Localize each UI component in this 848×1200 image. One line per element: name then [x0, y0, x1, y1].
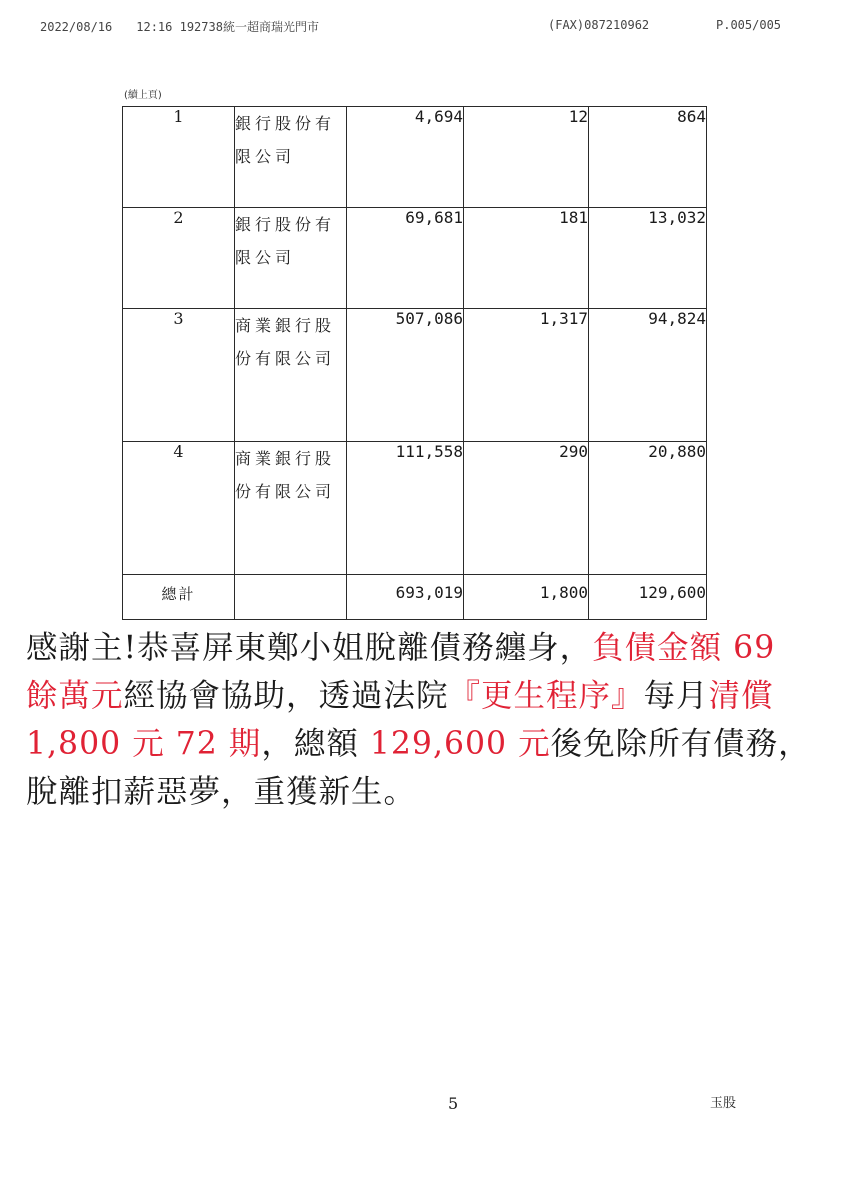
- total-payment: 94,824: [589, 309, 707, 442]
- total-label: 總計: [123, 575, 235, 620]
- monthly-payment: 1,317: [464, 309, 589, 442]
- creditor-name: 商業銀行股份有限公司: [235, 442, 347, 575]
- total-monthly-payment: 1,800: [464, 575, 589, 620]
- total-amount-highlight: 129,600 元: [369, 726, 551, 762]
- repayment-highlight: 清償 1,800 元 72 期: [26, 678, 774, 762]
- creditor-name: 商業銀行股份有限公司: [235, 309, 347, 442]
- testimony-part-2: 經協會協助，透過法院: [123, 678, 449, 714]
- monthly-payment: 290: [464, 442, 589, 575]
- total-payment: 864: [589, 107, 707, 208]
- fax-datetime-sender: 2022/08/16 12:16 192738統一超商瑞光門市: [40, 20, 319, 34]
- total-payment: 20,880: [589, 442, 707, 575]
- continuation-note: (續上頁): [124, 90, 162, 101]
- fax-page-number: P.005/005: [716, 18, 782, 32]
- total-creditor-blank: [235, 575, 347, 620]
- total-debt-amount: 693,019: [347, 575, 464, 620]
- row-number: 4: [123, 442, 235, 575]
- testimony-part-3: 每月: [643, 678, 709, 714]
- total-payment-sum: 129,600: [589, 575, 707, 620]
- table-row: [123, 107, 707, 208]
- fax-number: (FAX)087210962: [548, 18, 650, 32]
- procedure-highlight: 『更生程序』: [448, 678, 644, 714]
- row-number: 2: [123, 208, 235, 309]
- table-row: [123, 309, 707, 442]
- testimony-part-1: 感謝主!恭喜屏東鄭小姐脫離債務纏身，: [26, 630, 593, 666]
- clerk-mark: 玉股: [710, 1096, 737, 1111]
- creditor-name: 銀行股份有限公司: [235, 107, 347, 208]
- fax-header: [0, 18, 848, 38]
- debt-amount-highlight: 負債金額 69 餘萬元: [26, 630, 776, 714]
- debt-amount: 111,558: [347, 442, 464, 575]
- debt-table: [122, 106, 707, 620]
- debt-amount: 4,694: [347, 107, 464, 208]
- testimony-part-5: 後免除所有債務，脫離扣薪惡夢，重獲新生。: [26, 726, 811, 810]
- debt-amount: 69,681: [347, 208, 464, 309]
- table-total-row: [123, 575, 707, 620]
- table-row: [123, 442, 707, 575]
- page-number: 5: [448, 1094, 459, 1113]
- testimony-part-4: ，總額: [261, 726, 370, 762]
- table-row: [123, 208, 707, 309]
- monthly-payment: 12: [464, 107, 589, 208]
- row-number: 1: [123, 107, 235, 208]
- total-payment: 13,032: [589, 208, 707, 309]
- testimony-text: [26, 624, 816, 816]
- creditor-name: 銀行股份有限公司: [235, 208, 347, 309]
- debt-amount: 507,086: [347, 309, 464, 442]
- row-number: 3: [123, 309, 235, 442]
- monthly-payment: 181: [464, 208, 589, 309]
